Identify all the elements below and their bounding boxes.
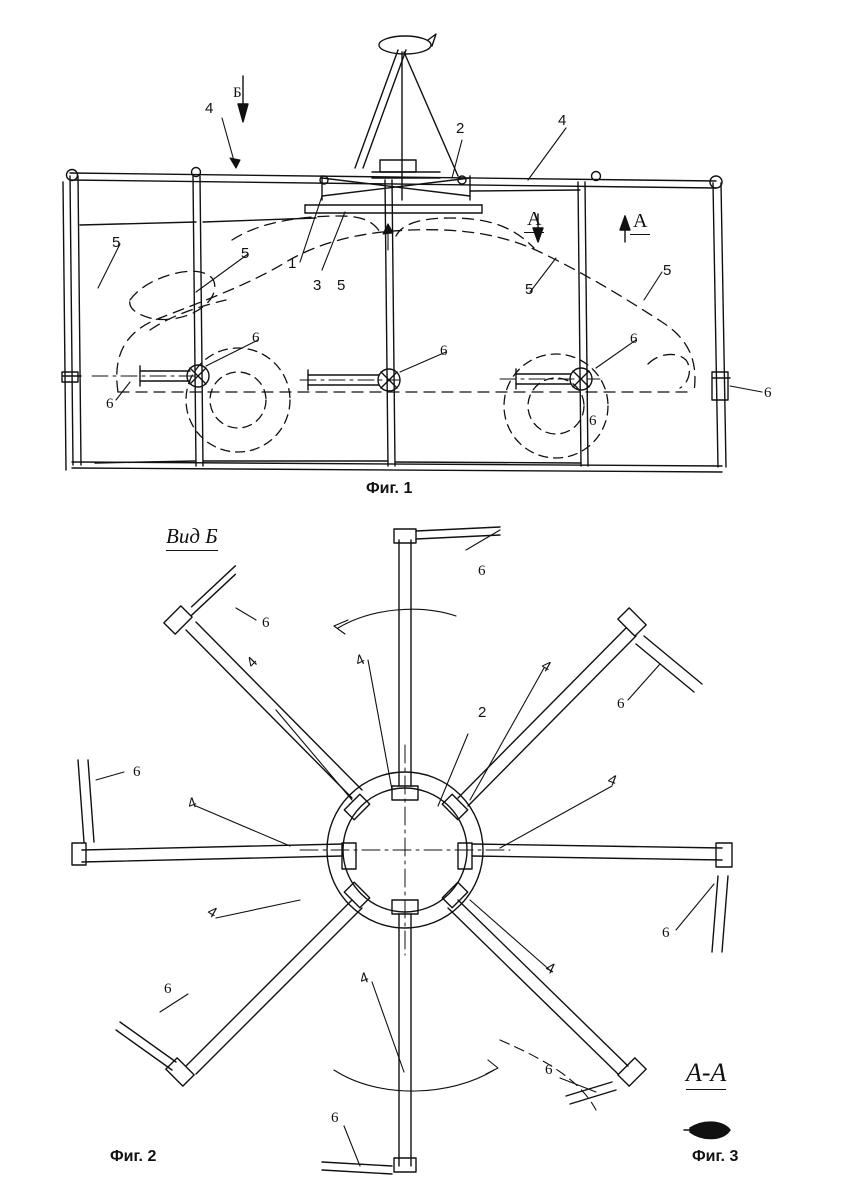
fig1-callout-6-a: 6 — [252, 330, 260, 346]
fig1-callout-5-b: 5 — [241, 245, 250, 262]
fig1-callout-6-c: 6 — [630, 331, 638, 347]
fig2-callout-6-c: 6 — [617, 696, 625, 712]
fig1-section-mark-a-left: А — [524, 208, 544, 233]
fig1-section-mark-b: Б — [233, 85, 242, 101]
fig2-rotation-arcs — [334, 609, 596, 1110]
fig1-callout-5-d: 5 — [663, 262, 672, 279]
fig3-caption: Фиг. 3 — [692, 1148, 739, 1165]
fig2-callout-4-a: 4 — [243, 653, 262, 672]
fig1-callout-5-center: 5 — [337, 277, 346, 294]
fig1-rollers — [62, 365, 728, 400]
fig1-wheels — [186, 348, 608, 458]
fig1-callout-6-f: 6 — [589, 413, 597, 429]
fig1-caption: Фиг. 1 — [366, 480, 413, 497]
fig2-view-title: Вид Б — [166, 524, 218, 551]
fig1-callout-6-e: 6 — [764, 385, 772, 401]
fig2-callout-4-h: 4 — [542, 959, 558, 978]
fig1-callout-6-b: 6 — [440, 343, 448, 359]
fig2-caption: Фиг. 2 — [110, 1148, 157, 1165]
fig1-callout-6-d: 6 — [106, 396, 114, 412]
fig1-vehicle-outline — [117, 216, 695, 392]
fig2-callout-4-g: 4 — [357, 969, 371, 988]
fig2-callout-6-a: 6 — [478, 563, 486, 579]
fig2-callout-6-b: 6 — [262, 615, 270, 631]
fig1-callout-3: 3 — [313, 277, 322, 294]
fig1-arrow-a-right — [620, 216, 630, 242]
fig1-leaders — [98, 118, 762, 400]
fig3-section-title: А-А — [686, 1058, 726, 1090]
fig2-callout-6-f: 6 — [164, 981, 172, 997]
fig2-callout-2: 2 — [478, 704, 487, 721]
fig1-callout-1: 1 — [288, 255, 297, 272]
fig1-callout-4-left: 4 — [205, 100, 214, 117]
fig2-callout-4-c: 4 — [538, 657, 555, 676]
fig2-callout-4-d: 4 — [185, 794, 199, 813]
fig1-callout-2: 2 — [456, 120, 465, 137]
fig1-callout-5-a: 5 — [112, 234, 121, 251]
fig3-detail — [684, 1122, 730, 1139]
fig2-callout-6-g: 6 — [545, 1062, 553, 1078]
fig2-callout-4-e: 4 — [605, 771, 619, 790]
fig2-callout-6-h: 6 — [331, 1110, 339, 1126]
fig2-callout-6-d: 6 — [133, 764, 141, 780]
fig1-callout-5-c: 5 — [525, 281, 534, 298]
fig2-callout-6-e: 6 — [662, 925, 670, 941]
fig1-callout-4-right: 4 — [558, 112, 567, 129]
fig1-section-mark-a-right: А — [630, 210, 650, 235]
fig2-callout-4-b: 4 — [352, 651, 368, 670]
fig2-callout-4-f: 4 — [204, 903, 221, 922]
